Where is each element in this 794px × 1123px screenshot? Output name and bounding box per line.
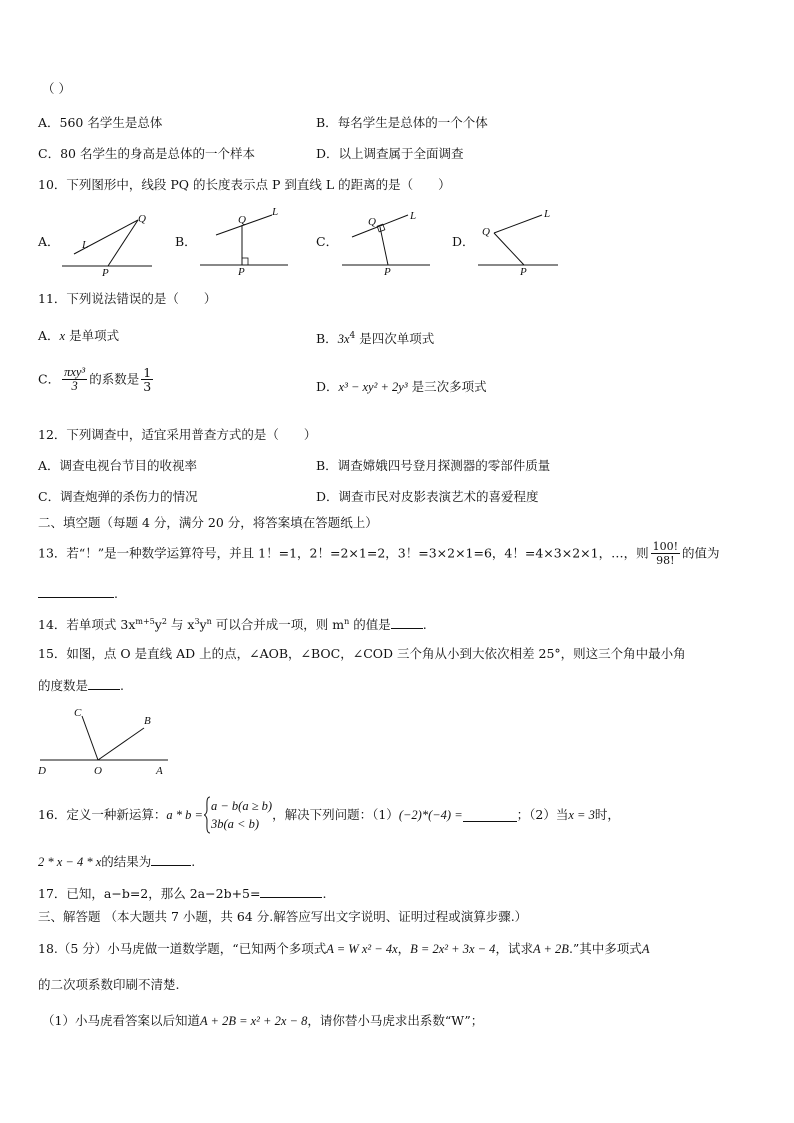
q13-stem: 13．若“！”是一种数学运算符号，并且 1！=1，2！=2×1=2，3！=3×2×1=6，4！=4×3×2×1，…，则 $\frac{100!}{98!}$ 的值为 [38,540,720,567]
q17-answer-line[interactable] [260,884,322,898]
q11-option-a[interactable]: A．x 是单项式 [38,328,120,343]
q18-subquestion-1: （1）小马虎看答案以后知道A + 2B = x² + 2x − 8，请你替小马虎求出系数“W”； [42,1013,484,1028]
q16-line-2: 2 * x − 4 * x的结果为 . [38,854,196,869]
label-l: L [272,206,279,218]
q9-option-b[interactable]: B．每名学生是总体的一个个体 [316,115,488,130]
q11-stem: 11．下列说法错误的是（ ） [38,291,217,306]
label-p: P [520,266,527,277]
q15-stem-line-2: 的度数是 . [38,678,124,693]
label-c: C [74,707,82,719]
q9-option-c[interactable]: C．80 名学生的身高是总体的一个样本 [38,146,255,161]
label-q: Q [482,226,490,238]
q12-option-d[interactable]: D．调查市民对皮影表演艺术的喜爱程度 [316,489,539,504]
q12-option-c[interactable]: C．调查炮弹的杀伤力的情况 [38,489,198,504]
q10-option-a-letter[interactable]: A． [38,234,60,249]
q13-answer-line[interactable]: . [38,584,118,603]
q15-figure [34,702,174,780]
section-3-heading: 三、解答题 （本大题共 7 小题，共 64 分.解答应写出文字说明、证明过程或演算步骤.） [38,909,528,924]
q10-option-b-letter[interactable]: B． [175,234,197,249]
label-q: Q [368,216,376,228]
label-d: D [38,765,46,777]
brace-icon [203,796,211,834]
q10-figure-a [58,210,158,276]
q15-answer-line[interactable] [88,676,120,690]
q14-stem: 14．若单项式 $3x^{m+5}y^2$ 与 $x^3y^n$ 可以合并成一项，则 $m^n$ 的值是 . [38,617,427,633]
label-l: L [544,208,551,220]
q9-option-a[interactable]: A．560 名学生是总体 [38,115,163,130]
q16-answer-2[interactable] [151,852,191,866]
label-a: A [156,765,163,777]
q16-stem: 16．定义一种新运算：a * b = a − b(a ≥ b) 3b(a < b) ，解决下列问题：（1）(−2)*(−4) = ；（2）当x = 3时， [38,796,620,834]
label-q: Q [238,214,246,226]
label-b: B [144,715,151,727]
q18-line-2: 的二次项系数印刷不清楚. [38,977,180,992]
q10-figure-c [338,205,438,277]
q9-option-d[interactable]: D．以上调查属于全面调查 [316,146,464,161]
q10-option-d-letter[interactable]: D． [452,234,475,249]
q12-option-b[interactable]: B．调查嫦娥四号登月探测器的零部件质量 [316,458,551,473]
q11-option-d[interactable]: D．x³ − xy² + 2y³ 是三次多项式 [316,379,487,394]
q11-option-c[interactable]: C． $\frac{\text{πxy³}}{3}$ 的系数是 $\frac{1}{3}$ [38,365,152,394]
q18-line-1: 18.（5 分）小马虎做一道数学题，“已知两个多项式A = W x² − 4x，B = 2x² + 3x − 4，试求A + 2B.”其中多项式A [38,941,650,956]
label-o: O [94,765,102,777]
section-2-heading: 二、填空题（每题 4 分，满分 20 分，将答案填在答题纸上） [38,515,378,530]
label-q: Q [138,213,146,225]
q12-option-a[interactable]: A．调查电视台节目的收视率 [38,458,198,473]
q10-figure-b [196,205,296,277]
label-l: L [410,210,417,222]
q9-paren: （ ） [42,81,71,96]
label-p: P [102,267,109,276]
q16-answer-1[interactable] [463,808,517,822]
q17-stem: 17．已知，a−b=2，那么 2a−2b+5= . [38,886,327,901]
q12-stem: 12．下列调查中，适宜采用普查方式的是（ ） [38,427,317,442]
label-l: L [82,239,89,251]
q10-figure-d [474,205,564,277]
q15-stem-line-1: 15．如图，点 O 是直线 AD 上的点，∠AOB，∠BOC，∠COD 三个角从小到大依次相差 25°，则这三个角中最小角 [38,646,686,661]
q14-answer-line[interactable] [391,615,423,629]
q11-option-b[interactable]: B．$3x^4$ 是四次单项式 [316,331,435,347]
q10-stem: 10．下列图形中，线段 PQ 的长度表示点 P 到直线 L 的距离的是（ ） [38,177,451,192]
label-p: P [238,266,245,277]
q10-option-c-letter[interactable]: C． [316,234,339,249]
label-p: P [384,266,391,277]
